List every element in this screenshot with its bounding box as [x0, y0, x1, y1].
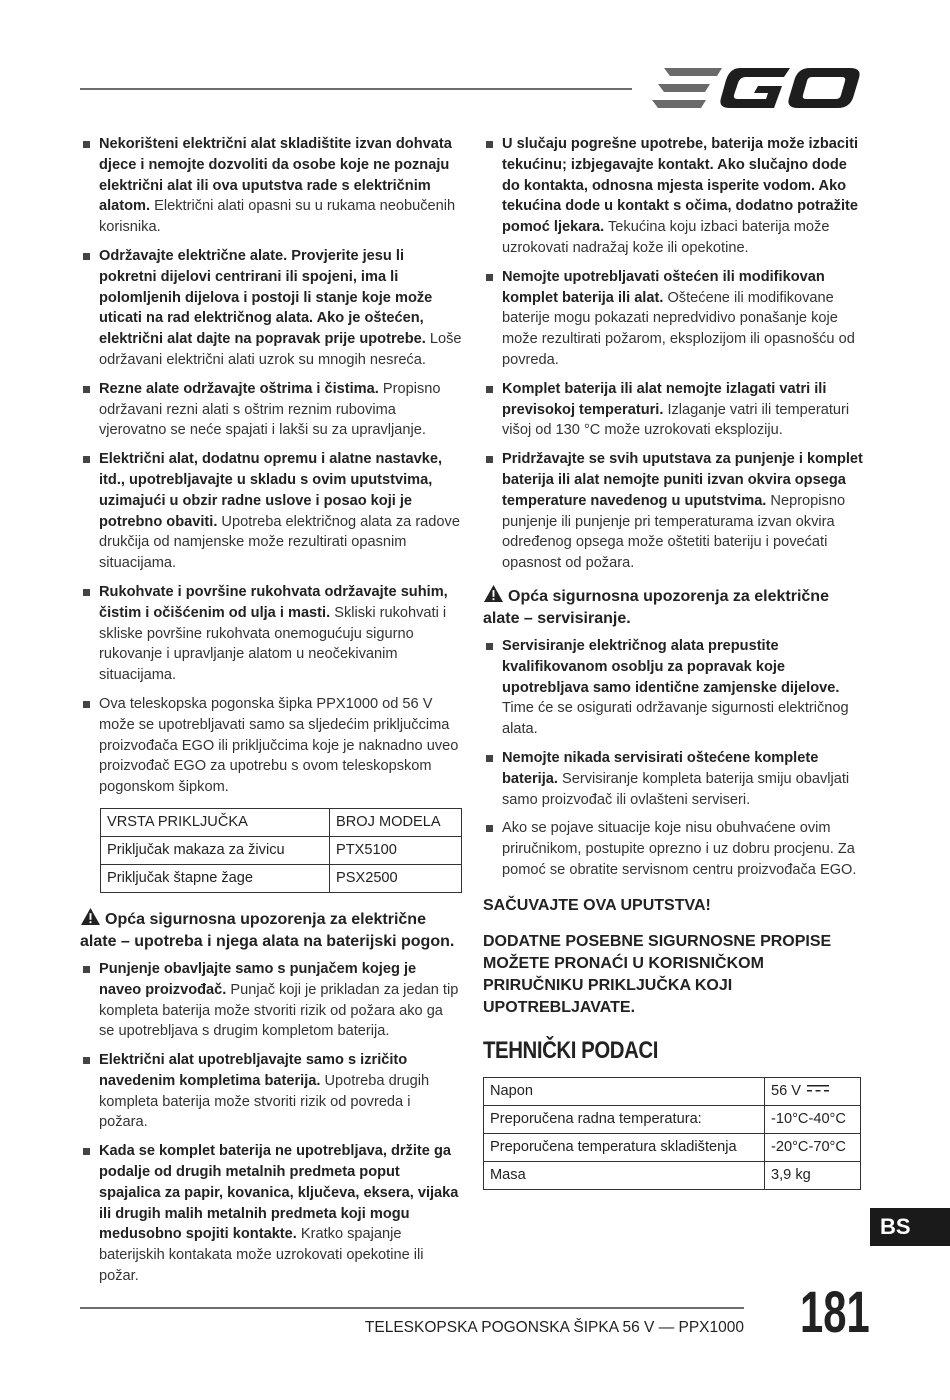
bold-lead-text: Nemojte upotrebljavati oštećen ili modifikovan komplet baterija ili alat. [502, 268, 825, 306]
list-item [80, 1050, 462, 1133]
body-text: Upotreba drugih kompleta baterija može stvoriti rizik od povreda i požara. [99, 1072, 430, 1131]
spec-value: -20°C-70°C [765, 1133, 861, 1161]
safety-list-battery [80, 959, 462, 1287]
list-item [80, 959, 462, 1042]
spec-label: Masa [484, 1161, 765, 1189]
spec-table [483, 1077, 861, 1190]
bold-lead-text: Električni alat upotrebljavajte samo s izričito navedenim kompletima baterija. [99, 1052, 408, 1089]
table-row [484, 1105, 861, 1133]
section-heading-battery [80, 907, 462, 953]
safety-list-service [483, 636, 863, 881]
bold-lead-text: Električni alat, dodatnu opremu i alatne nastavke, itd., upotrebljavajte u skladu s ovim uputstvima, uzimajući u obzir radne uslove i posao koji je potrebno obaviti. [99, 451, 443, 530]
body-text: Upotreba električnog alata za radove drukčija od namjenske može rezultirati opasnim situacijama. [99, 513, 460, 572]
body-text: Servisiranje kompleta baterija smiju obavljati samo proizvođač ili ovlašteni serviseri. [502, 770, 850, 808]
tech-data-title: TEHNIČKI PODACI [483, 1036, 658, 1064]
right-column [483, 134, 863, 1190]
page-number: 181 [800, 1280, 870, 1345]
body-text: Oštećene ili modifikovane baterije mogu pokazati nepredvidivo ponašanje koje može rezultirati požarom, eksplozijom ili opasnošću od povreda. [502, 289, 855, 368]
list-item [483, 748, 863, 810]
save-instructions: SAČUVAJTE OVA UPUTSTVA! [483, 896, 711, 914]
dc-current-icon [807, 1085, 829, 1093]
ego-logo [650, 62, 862, 114]
bold-lead-text: Rezne alate održavajte oštrima i čistima. [99, 380, 379, 397]
list-item [483, 449, 863, 574]
table-row [484, 1077, 861, 1105]
bold-lead-text: Punjenje obavljajte samo s punjačem kojeg je naveo proizvođač. [99, 960, 417, 998]
bold-lead-text: Nekorišteni električni alat skladištite izvan dohvata djece i nemojte dozvoliti da osobe koje ne poznaju električni alat ili ova uputstva rade s električnim alatom. [99, 136, 452, 215]
table-header-cell: VRSTA PRIKLJUČKA [101, 808, 330, 836]
section-heading-text: Opća sigurnosna upozorenja za električne alate – upotreba i njega alata na baterijski pogon. [80, 910, 455, 950]
table-row [101, 836, 462, 864]
attachments-table [100, 808, 462, 893]
bold-lead-text: Rukohvate i površine rukohvata održavajte suhim, čistim i očišćenim od ulja i masti. [99, 583, 448, 621]
spec-value-text: 56 V [771, 1083, 802, 1100]
body-text: Propisno održavani rezni alati s oštrim reznim rubovima vjerovatno se neće spajati i lakši su za upravljanje. [99, 380, 441, 439]
body-text: Time će se osigurati održavanje sigurnosti električnog alata. [502, 700, 849, 738]
header-rule [80, 88, 632, 90]
table-header-row [101, 808, 462, 836]
body-text: Loše održavani električni alati uzrok su mnogih nesreća. [99, 331, 462, 368]
list-item [483, 379, 863, 441]
additional-rules: DODATNE POSEBNE SIGURNOSNE PROPISE MOŽETE PRONAĆI U KORISNIČKOM PRIRUČNIKU PRIKLJUČKA KOJI UPOTREBLJAVATE. [483, 932, 832, 1016]
spec-value: 3,9 kg [765, 1161, 861, 1189]
warning-triangle-icon [80, 907, 101, 926]
bold-lead-text: Komplet baterija ili alat nemojte izlagati vatri ili previsokoj temperaturi. [502, 380, 827, 418]
body-text: Električni alati opasni su u rukama neobučenih korisnika. [99, 198, 456, 236]
body-text: Ova teleskopska pogonska šipka PPX1000 od 56 V može se upotrebljavati samo sa sljedećim priključcima proizvođača EGO ili priključcima koje je naknadno uveo proizvođač EGO za upotrebu s ovom teleskopskom pogonskom šipkom. [99, 695, 459, 796]
safety-list-general [80, 134, 462, 798]
table-header-cell: BROJ MODELA [330, 808, 462, 836]
bold-lead-text: U slučaju pogrešne upotrebe, baterija može izbaciti tekućinu; izbjegavajte kontakt. Ako slučajno dode do kontakta, odnosna mjesta isperite vodom. Ako tekućina dode u kontakt s očima, dodatno potražite pomoć ljekara. [502, 136, 859, 236]
list-item [80, 134, 462, 238]
list-item [80, 246, 462, 371]
list-item [80, 379, 462, 441]
list-item [80, 582, 462, 686]
spec-value: -10°C-40°C [765, 1105, 861, 1133]
section-heading-service [483, 584, 863, 630]
bold-lead-text: Kada se komplet baterija ne upotrebljava, držite ga podalje od drugih metalnih predmeta poput spajalica za papir, kovanica, ključeva, eksera, vijaka ili drugih malih metalnih predmeta koji mogu medusobno spojiti kontakte. [99, 1143, 459, 1243]
warning-triangle-icon [483, 584, 504, 603]
bold-lead-text: Pridržavajte se svih uputstava za punjenje i komplet baterija ili alat nemojte puniti izvan okvira opsega temperature navedenog u uputstvima. [502, 451, 863, 509]
language-tab: BS [870, 1208, 950, 1246]
body-text: Ako se pojave situacije koje nisu obuhvaćene ovim priručnikom, postupite oprezno i uz dobru procjenu. Za pomoć se obratite servisnom centru proizvođača EGO. [502, 820, 857, 878]
table-cell: Priključak makaza za živicu [101, 836, 330, 864]
footer-rule [80, 1307, 744, 1309]
footer-title: TELESKOPSKA POGONSKA ŠIPKA 56 V — PPX1000 [364, 1319, 744, 1336]
table-cell: PTX5100 [330, 836, 462, 864]
table-row [484, 1133, 861, 1161]
bold-lead-text: Nemojte nikada servisirati oštećene komplete baterija. [502, 749, 819, 787]
bold-lead-text: Servisiranje električnog alata prepustite kvalifikovanom osoblju za popravak koje upotrebljava samo identične zamjenske dijelove. [502, 637, 840, 696]
list-item [483, 818, 863, 880]
body-text: Tekućina koju izbaci baterija može uzrokovati nadražaj kože ili opekotine. [502, 219, 830, 256]
left-column [80, 134, 462, 1295]
list-item [80, 449, 462, 574]
safety-list-battery-continued [483, 134, 863, 574]
table-cell: Priključak štapne žage [101, 864, 330, 892]
list-item [483, 267, 863, 371]
spec-label: Preporučena temperatura skladištenja [484, 1133, 765, 1161]
bold-lead-text: Održavajte električne alate. Provjerite jesu li pokretni dijelovi centrirani ili spojeni, ima li polomljenih dijelova i postoji li stanje koje može uticati na rad električnog alata. Ako je oštećen, električni alat dajte na popravak prije upotrebe. [99, 247, 433, 348]
spec-label: Preporučena radna temperatura: [484, 1105, 765, 1133]
body-text: Izlaganje vatri ili temperaturi višoj od 130 °C može uzrokovati eksploziju. [502, 401, 850, 439]
body-text: Kratko spajanje baterijskih kontakata može uzrokovati opekotine ili požar. [99, 1226, 424, 1285]
body-text: Punjač koji je prikladan za jedan tip kompleta baterija može stvoriti rizik od požara ako ga se upotrebljava s drugim kompletom baterija. [99, 981, 459, 1040]
list-item [483, 134, 863, 259]
list-item [80, 1141, 462, 1287]
list-item [483, 636, 863, 740]
spec-label: Napon [484, 1077, 765, 1105]
section-heading-text: Opća sigurnosna upozorenja za električne alate – servisiranje. [483, 587, 829, 627]
table-cell: PSX2500 [330, 864, 462, 892]
table-row [101, 864, 462, 892]
spec-value [765, 1077, 861, 1105]
table-row [484, 1161, 861, 1189]
list-item [80, 694, 462, 798]
body-text: Skliski rukohvati i skliske površine rukohvata onemogućuju sigurno rukovanje i upravljanje alatom u neočekivanim situacijama. [99, 604, 447, 684]
body-text: Nepropisno punjenje ili punjenje pri temperaturama izvan okvira određenog opsega može oštetiti bateriju i povećati opasnost od požara. [502, 492, 846, 572]
